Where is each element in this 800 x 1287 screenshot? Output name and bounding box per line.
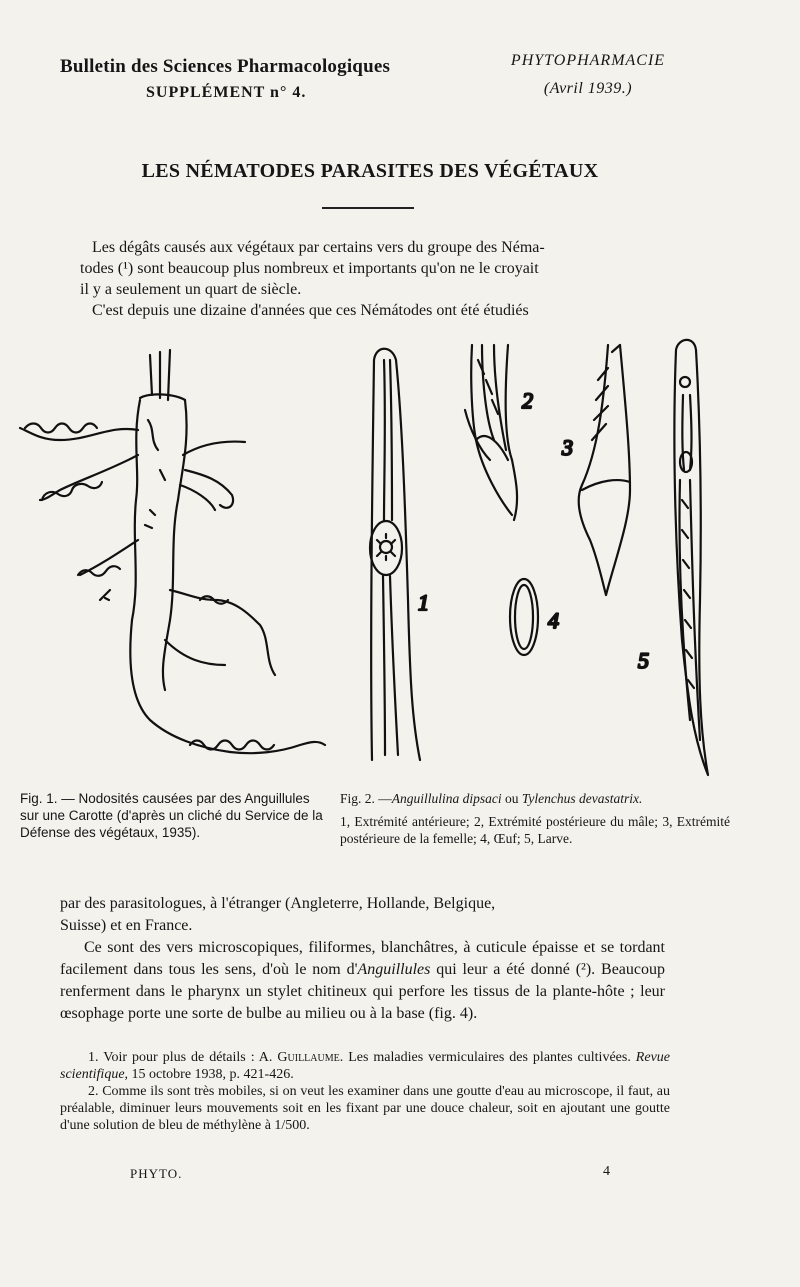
body-line-1: par des parasitologues, à l'étranger (Angleterre, Hollande, Belgique, [60, 895, 496, 912]
body-text [60, 893, 665, 1025]
figure-2-anterior-end-drawing [370, 349, 429, 760]
figure-1-carrot-drawing [20, 350, 325, 753]
article-title: LES NÉMATODES PARASITES DES VÉGÉTAUX [141, 160, 599, 182]
figure-2-male-posterior-drawing [465, 345, 533, 520]
footnotes [60, 1049, 670, 1134]
figure-2-caption-title: Fig. 2. —Anguillulina dipsaci ou Tylenchus devastatrix. [340, 791, 643, 806]
section-name: PHYTOPHARMACIE [510, 52, 666, 69]
fig2-label-2: 2 [522, 388, 533, 413]
footer-signature: PHYTO. [130, 1166, 183, 1181]
figure-1-caption-text: Nodosités causées par des Anguillules sur une Carotte (d'après un cliché du Service de la Défense des végétaux, 1935). [20, 791, 323, 840]
figure-1-caption [20, 790, 332, 841]
figure-2-female-posterior-drawing [561, 345, 630, 595]
fig2-label-3: 3 [562, 435, 573, 460]
supplement-number: SUPPLÉMENT n° 4. [146, 84, 307, 101]
journal-name: Bulletin des Sciences Pharmacologiques [60, 56, 391, 77]
figure-1-caption-lead: Fig. 1. — [20, 791, 75, 806]
body-paragraph-2: Ce sont des vers microscopiques, filiformes, blanchâtres, à cuticule épaisse et se tordant facilement dans tous les sens, d'où le nom d'Anguillules qui leur a été donné (²). Beaucoup renferment dans le pharynx un stylet chitineux qui perfore les tissus de la plante-hôte ; leur œsophage porte une sorte de bulbe au milieu ou à la base (fig. 4). [60, 939, 665, 1022]
page-number: 4 [603, 1164, 610, 1179]
intro-line-3: il y a seulement un quart de siècle. [80, 281, 302, 298]
figure-2-caption [340, 790, 730, 847]
intro-line-4: C'est depuis une dizaine d'années que ces Némátodes ont été étudiés [92, 302, 529, 319]
fig2-label-5: 5 [638, 648, 649, 673]
fig2-label-1: 1 [418, 590, 429, 615]
figure-2-egg-drawing [510, 579, 559, 655]
intro-line-2: todes (¹) sont beaucoup plus nombreux et importants qu'on ne le croyait [80, 260, 539, 277]
figure-2-larva-drawing [638, 340, 708, 775]
figure-2-legend: 1, Extrémité antérieure; 2, Extrémité postérieure du mâle; 3, Extrémité postérieure de la femelle; 4, Œuf; 5, Larve. [340, 814, 730, 846]
fig2-label-4: 4 [548, 608, 559, 633]
footnote-1: 1. Voir pour plus de détails : A. Guillaume. Les maladies vermiculaires des plantes cultivées. Revue scientifique, 15 octobre 1938, p. 421-426. [60, 1050, 670, 1082]
body-line-2: Suisse) et en France. [60, 917, 193, 934]
issue-date: (Avril 1939.) [543, 80, 633, 97]
footnote-2: 2. Comme ils sont très mobiles, si on veut les examiner dans une goutte d'eau au microscope, il faut, au préalable, diminuer leurs mouvements soit en les fixant par une douce chaleur, soit en ajoutant une goutte d'une solution de bleu de méthylène à 1/500. [60, 1084, 670, 1133]
intro-line-1: Les dégâts causés aux végétaux par certains vers du groupe des Néma- [92, 239, 545, 256]
